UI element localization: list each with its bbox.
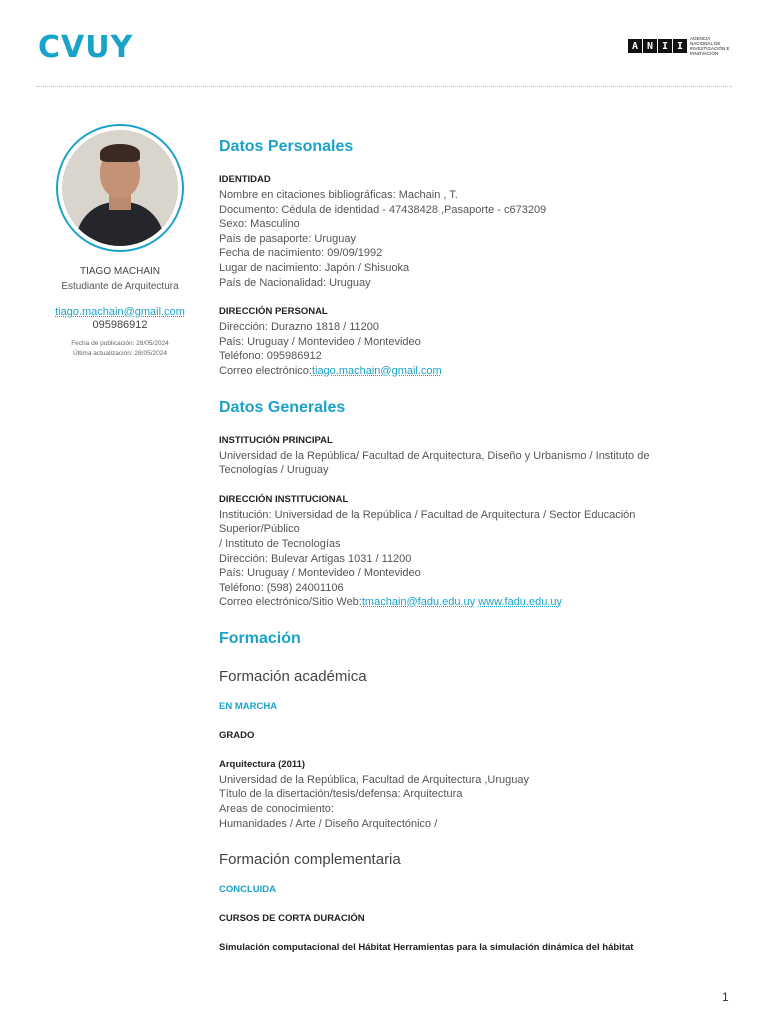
section-title-formacion: Formación — [219, 629, 301, 647]
avatar-photo — [62, 130, 178, 246]
identity-line: Nombre en citaciones bibliográficas: Machain , T. — [219, 189, 458, 201]
section-title-general: Datos Generales — [219, 398, 346, 416]
degree-line: Humanidades / Arte / Diseño Arquitectónico / — [219, 817, 438, 830]
institutional-address-block — [219, 508, 669, 610]
update-date: Última actualización: 28/05/2024 — [73, 350, 167, 357]
institution-line: Tecnologías / Uruguay — [219, 464, 329, 477]
personal-email-link[interactable]: tiago.machain@gmail.com — [311, 364, 442, 377]
avatar — [56, 124, 184, 252]
inst-address-line: Institución: Universidad de la República / Facultad de Arquitectura / Sector Educación — [219, 508, 636, 521]
status-in-progress: EN MARCHA — [219, 700, 278, 712]
degree-line: Título de la disertación/tesis/defensa: Arquitectura — [219, 788, 463, 801]
identity-line: Lugar de nacimiento: Japón / Shisuoka — [219, 261, 410, 274]
anii-caption: AGENCIA NACIONAL DE INVESTIGACIÓN E INNOVACIÓN — [690, 36, 730, 56]
publication-date: Fecha de publicación: 28/05/2024 — [71, 340, 169, 347]
page-number: 1 — [722, 990, 729, 1004]
degree-level: GRADO — [219, 729, 255, 741]
address-line: Teléfono: 095986912 — [219, 350, 322, 363]
course-title: Simulación computacional del Hábitat Herramientas para la simulación dinámica del hábitat — [219, 942, 634, 954]
institution-line: Universidad de la República/ Facultad de Arquitectura, Diseño y Urbanismo / Instituto de — [219, 449, 650, 462]
inst-address-line: País: Uruguay / Montevideo / Montevideo — [219, 567, 421, 580]
anii-letter: A — [628, 39, 642, 53]
identity-line: País de pasaporte: Uruguay — [219, 232, 356, 245]
inst-email-link[interactable]: tmachain@fadu.edu.uy — [361, 596, 476, 609]
cvuy-logo: CVUY — [38, 30, 134, 65]
identity-block — [219, 188, 669, 290]
inst-web-label: Correo electrónico/Sitio Web: — [219, 596, 362, 609]
inst-address-line: / Instituto de Tecnologías — [219, 537, 341, 550]
status-completed: CONCLUIDA — [219, 884, 276, 896]
anii-letter: I — [673, 39, 687, 53]
identity-line: Fecha de nacimiento: 09/09/1992 — [219, 247, 383, 260]
header-divider — [36, 86, 732, 87]
degree-line: Areas de conocimiento: — [219, 803, 334, 816]
institution-heading: INSTITUCIÓN PRINCIPAL — [219, 434, 333, 446]
identity-line: Documento: Cédula de identidad - 47438428 ,Pasaporte - c673209 — [219, 203, 547, 216]
profile-dates — [30, 339, 210, 359]
anii-letter: N — [643, 39, 657, 53]
identity-heading: IDENTIDAD — [219, 174, 271, 185]
address-line: País: Uruguay / Montevideo / Montevideo — [219, 335, 421, 348]
inst-web-line — [219, 595, 669, 610]
institutional-address-heading: DIRECCIÓN INSTITUCIONAL — [219, 493, 349, 505]
section-title-personal: Datos Personales — [219, 138, 354, 155]
anii-letter: I — [658, 39, 672, 53]
complementary-training-heading: Formación complementaria — [219, 851, 401, 869]
personal-address-heading: DIRECCIÓN PERSONAL — [219, 306, 328, 318]
address-line: Dirección: Durazno 1818 / 11200 — [219, 321, 380, 334]
profile-role: Estudiante de Arquitectura — [61, 281, 179, 292]
profile-sidebar — [30, 124, 210, 359]
identity-line: Sexo: Masculino — [219, 218, 300, 231]
inst-address-line: Dirección: Bulevar Artigas 1031 / 11200 — [219, 552, 412, 565]
profile-email-link[interactable]: tiago.machain@gmail.com — [55, 306, 185, 318]
anii-logo — [628, 36, 734, 56]
personal-email-label: Correo electrónico: — [219, 364, 312, 377]
personal-address-block — [219, 320, 669, 378]
inst-address-line: Teléfono: (598) 24001106 — [219, 581, 344, 594]
cv-main-content — [219, 138, 669, 953]
course-level: CURSOS DE CORTA DURACIÓN — [219, 913, 365, 925]
academic-training-heading: Formación académica — [219, 667, 367, 685]
inst-website-link[interactable]: www.fadu.edu.uy — [478, 596, 563, 609]
degree-title: Arquitectura (2011) — [219, 758, 306, 770]
profile-phone: 095986912 — [92, 319, 148, 331]
page-header — [0, 0, 768, 88]
profile-name: TIAGO MACHAIN — [79, 266, 160, 277]
institution-block — [219, 449, 669, 478]
personal-email-line — [219, 364, 669, 379]
degree-line: Universidad de la República, Facultad de Arquitectura ,Uruguay — [219, 773, 530, 786]
inst-address-line: Superior/Público — [219, 523, 300, 536]
degree-details — [219, 773, 669, 831]
identity-line: País de Nacionalidad: Uruguay — [219, 276, 371, 289]
